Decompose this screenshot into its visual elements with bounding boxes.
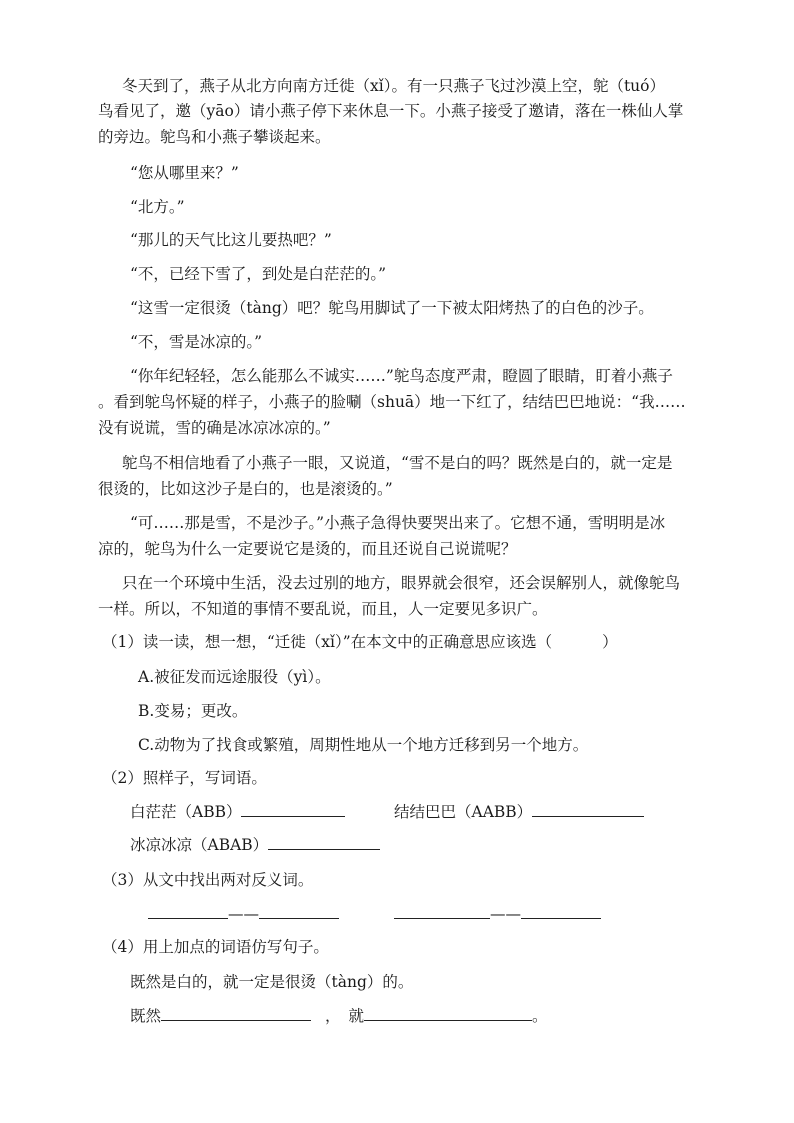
- dialogue-line-2: “北方。”: [130, 198, 185, 216]
- story-p5-line2: 一样。所以，不知道的事情不要乱说，而且，人一定要见多识广。: [98, 600, 548, 618]
- story-p2-line2: 。看到鸵鸟怀疑的样子，小燕子的脸唰（shuā）地一下红了，结结巴巴地说：“我……: [98, 393, 686, 411]
- story-p4-line2: 凉的，鸵鸟为什么一定要说它是烫的，而且还说自己说谎呢？: [98, 540, 517, 558]
- abb-answer-blank[interactable]: [241, 802, 345, 817]
- antonym-pair-2-dash: ——: [490, 905, 521, 923]
- question-1-option-b: B.变易；更改。: [138, 702, 248, 720]
- antonym-2a-blank[interactable]: [394, 904, 490, 919]
- story-p4-line1: “可……那是雪，不是沙子。”小燕子急得快要哭出来了。它想不通，雪明明是冰: [130, 514, 666, 532]
- question-1-option-a: A.被征发而远途服役（yì）。: [138, 668, 331, 686]
- story-p1-line2: 鸟看见了，邀（yāo）请小燕子停下来休息一下。小燕子接受了邀请，落在一株仙人掌: [98, 102, 684, 120]
- question-4-example-sentence: 既然是白的，就一定是很烫（tàng）的。: [130, 973, 414, 991]
- question-2-example-2: [394, 802, 644, 822]
- story-p3-line2: 很烫的，比如这沙子是白的，也是滚烫的。”: [98, 480, 393, 498]
- question-1-option-c: C.动物为了找食或繁殖，周期性地从一个地方迁移到另一个地方。: [138, 736, 589, 754]
- question-2-example-1: [130, 802, 345, 822]
- story-p3-line1: 鸵鸟不相信地看了小燕子一眼，又说道，“雪不是白的吗？既然是白的，就一定是: [122, 454, 673, 472]
- jiran-clause-blank[interactable]: [161, 1006, 311, 1021]
- question-1-stem: [102, 632, 618, 652]
- story-p5-line1: 只在一个环境中生活，没去过别的地方，眼界就会很窄，还会误解别人，就像鸵鸟: [122, 574, 681, 592]
- word-jiran: 既然: [130, 1007, 162, 1025]
- story-p1-line1: 冬天到了，燕子从北方向南方迁徙（xǐ）。有一只燕子飞过沙漠上空，鸵（tuó）: [122, 77, 665, 95]
- question-2-example-3: [130, 835, 380, 855]
- story-p2-line1: “你年纪轻轻，怎么能那么不诚实……”鸵鸟态度严肃，瞪圆了眼睛，盯着小燕子: [130, 367, 673, 385]
- antonym-pair-2: [394, 904, 601, 924]
- story-p2-line3: 没有说谎，雪的确是冰凉冰凉的。”: [98, 419, 331, 437]
- abab-answer-blank[interactable]: [268, 835, 380, 850]
- antonym-pair-1: [148, 904, 339, 924]
- dialogue-line-6: “不，雪是冰凉的。”: [130, 333, 263, 351]
- example-aabb-label: 结结巴巴（AABB）: [394, 803, 533, 821]
- dialogue-line-3: “那儿的天气比这儿要热吧？”: [130, 231, 332, 249]
- answer-period: 。: [532, 1007, 548, 1025]
- dialogue-line-1: “您从哪里来？”: [130, 164, 239, 182]
- story-p1-line3: 的旁边。鸵鸟和小燕子攀谈起来。: [98, 128, 331, 146]
- antonym-1a-blank[interactable]: [148, 904, 228, 919]
- antonym-pair-1-dash: ——: [228, 905, 259, 923]
- question-4-answer-line: [130, 1006, 548, 1026]
- answer-comma: ，: [325, 1007, 341, 1025]
- question-1-close-paren: ）: [602, 633, 618, 651]
- word-jiu: 就: [348, 1007, 365, 1025]
- question-1-answer-space[interactable]: [552, 633, 602, 647]
- example-abab-label: 冰凉冰凉（ABAB）: [130, 836, 269, 854]
- question-4-stem: （4）用上加点的词语仿写句子。: [102, 938, 329, 956]
- question-1-stem-text: （1）读一读，想一想，“迁徙（xǐ）”在本文中的正确意思应该选（: [102, 633, 553, 651]
- question-2-stem: （2）照样子，写词语。: [102, 769, 267, 787]
- question-3-stem: （3）从文中找出两对反义词。: [102, 871, 314, 889]
- aabb-answer-blank[interactable]: [532, 802, 644, 817]
- dialogue-line-5: “这雪一定很烫（tàng）吧？鸵鸟用脚试了一下被太阳烤热了的白色的沙子。: [130, 299, 654, 317]
- antonym-2b-blank[interactable]: [521, 904, 601, 919]
- dialogue-line-4: “不，已经下雪了，到处是白茫茫的。”: [130, 265, 387, 283]
- antonym-1b-blank[interactable]: [259, 904, 339, 919]
- jiu-clause-blank[interactable]: [364, 1006, 532, 1021]
- example-abb-label: 白茫茫（ABB）: [130, 803, 242, 821]
